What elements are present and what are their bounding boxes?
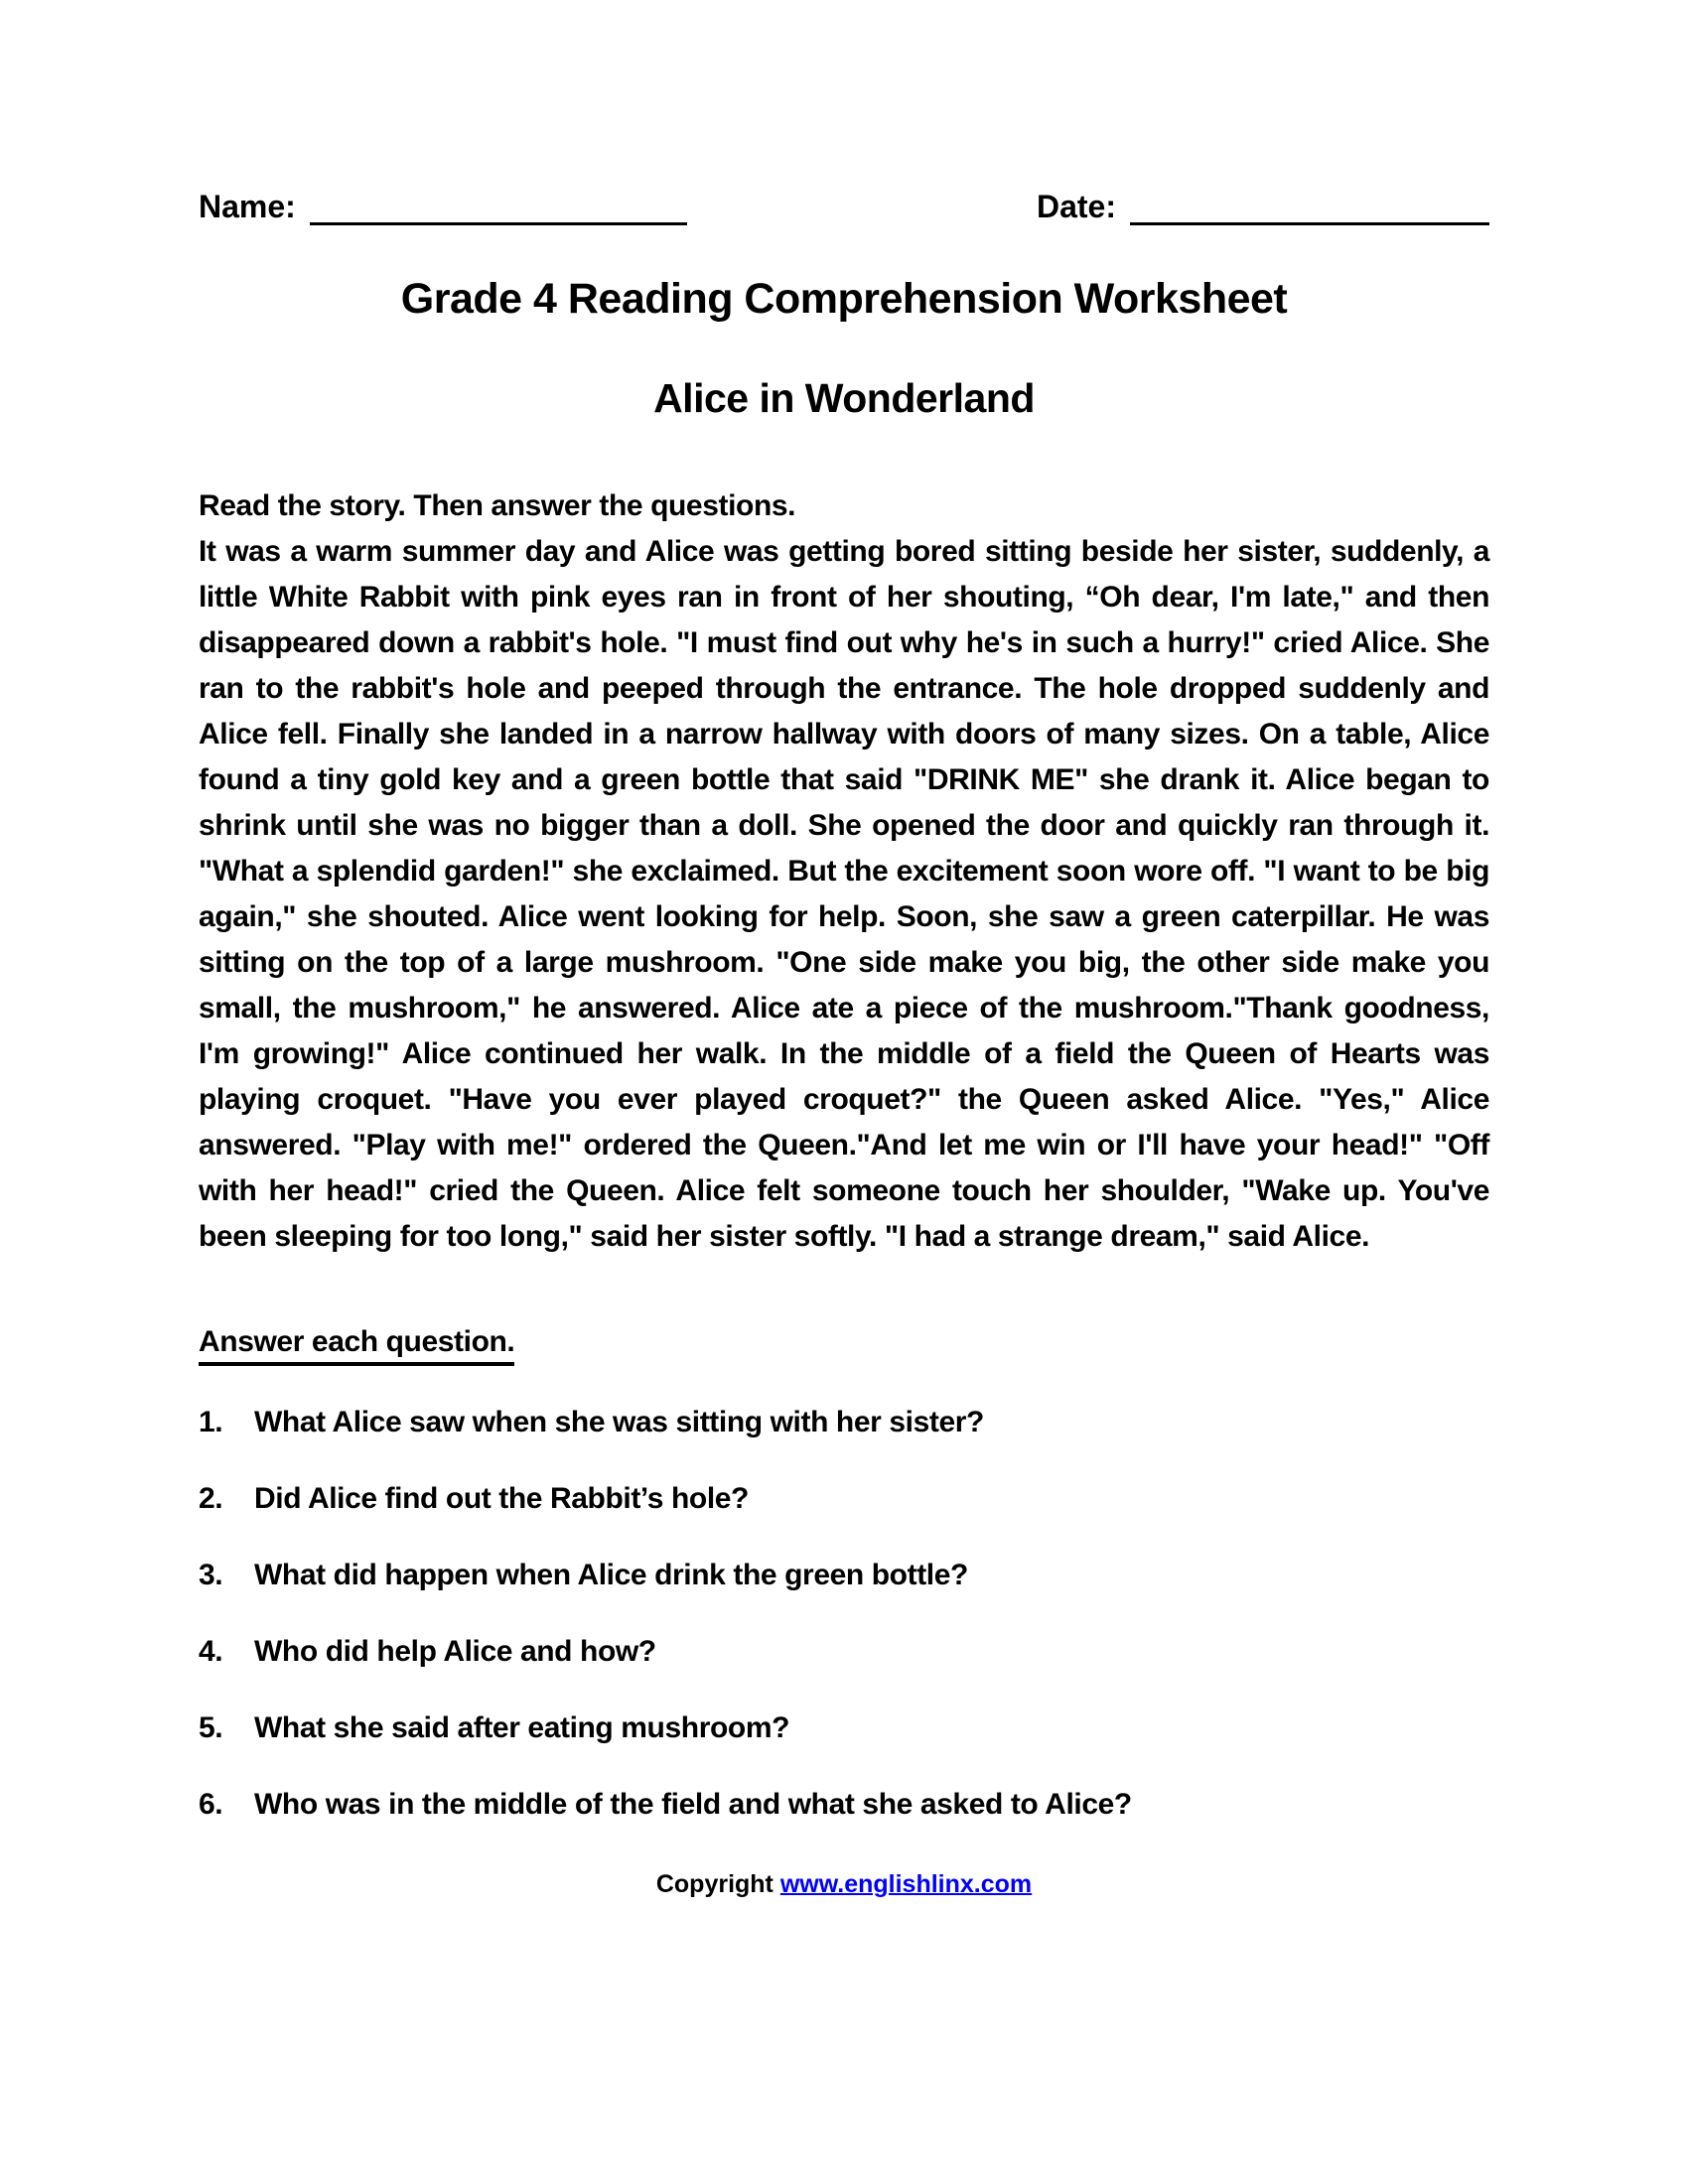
copyright-row [199,1870,1489,1899]
question-number: 1. [199,1406,223,1438]
name-field-group [199,189,687,225]
question-item [199,1400,1489,1444]
question-text: What she said after eating mushroom? [254,1711,790,1744]
instructions-text: Read the story. Then answer the questions. [199,489,796,522]
date-label: Date: [1036,189,1116,224]
name-label: Name: [199,189,296,224]
question-item [199,1629,1489,1674]
question-number: 2. [199,1482,223,1515]
question-number: 6. [199,1788,223,1821]
question-text: What did happen when Alice drink the green bottle? [254,1559,968,1591]
question-item [199,1476,1489,1521]
question-item [199,1553,1489,1597]
story-paragraph: It was a warm summer day and Alice was getting bored sitting beside her sister, suddenly, a little White Rabbit with pink eyes ran in front of her shouting, “Oh dear, I'm late," and then disappeared down a rabbit's hole. "I must find out why he's in such a hurry!" cried Alice. She ran to the rabbit's hole and peeped through the entrance. The hole dropped suddenly and Alice fell. Finally she landed in a narrow hallway with doors of many sizes. On a table, Alice found a tiny gold key and a green bottle that said "DRINK ME" she drank it. Alice began to shrink until she was no bigger than a doll. She opened the door and quickly ran through it. "What a splendid garden!" she exclaimed. But the excitement soon wore off. "I want to be big again," she shouted. Alice went looking for help. Soon, she saw a green caterpillar. He was sitting on the top of a large mushroom. "One side make you big, the other side make you small, the mushroom," he answered. Alice ate a piece of the mushroom."Thank goodness, I'm growing!" Alice continued her walk. In the middle of a field the Queen of Hearts was playing croquet. "Have you ever played croquet?" the Queen asked Alice. "Yes," Alice answered. "Play with me!" ordered the Queen."And let me win or I'll have your head!" "Off with her head!" cried the Queen. Alice felt someone touch her shoulder, "Wake up. You've been sleeping for too long," said her sister softly. "I had a strange dream," said Alice. [199,535,1489,1253]
questions-heading: Answer each question. [199,1325,514,1366]
question-item [199,1706,1489,1750]
question-number: 4. [199,1635,223,1668]
questions-heading-wrap [199,1325,1489,1366]
worksheet-subtitle: Alice in Wonderland [653,375,1035,421]
copyright-link[interactable]: www.englishlinx.com [779,1870,1033,1898]
copyright-label: Copyright [655,1870,774,1898]
page-title: Grade 4 Reading Comprehension Worksheet [400,275,1288,323]
question-text: Who did help Alice and how? [254,1635,656,1668]
date-blank-line [1130,190,1489,225]
question-text: Who was in the middle of the field and what she asked to Alice? [254,1788,1132,1821]
question-number: 5. [199,1711,223,1744]
question-text: Did Alice find out the Rabbit’s hole? [254,1482,749,1515]
name-date-row [199,189,1489,225]
name-blank-line [310,190,687,225]
date-field-group [1037,189,1489,225]
question-number: 3. [199,1559,223,1591]
question-text: What Alice saw when she was sitting with her sister? [254,1406,984,1438]
questions-list [199,1400,1489,1827]
question-item [199,1782,1489,1827]
